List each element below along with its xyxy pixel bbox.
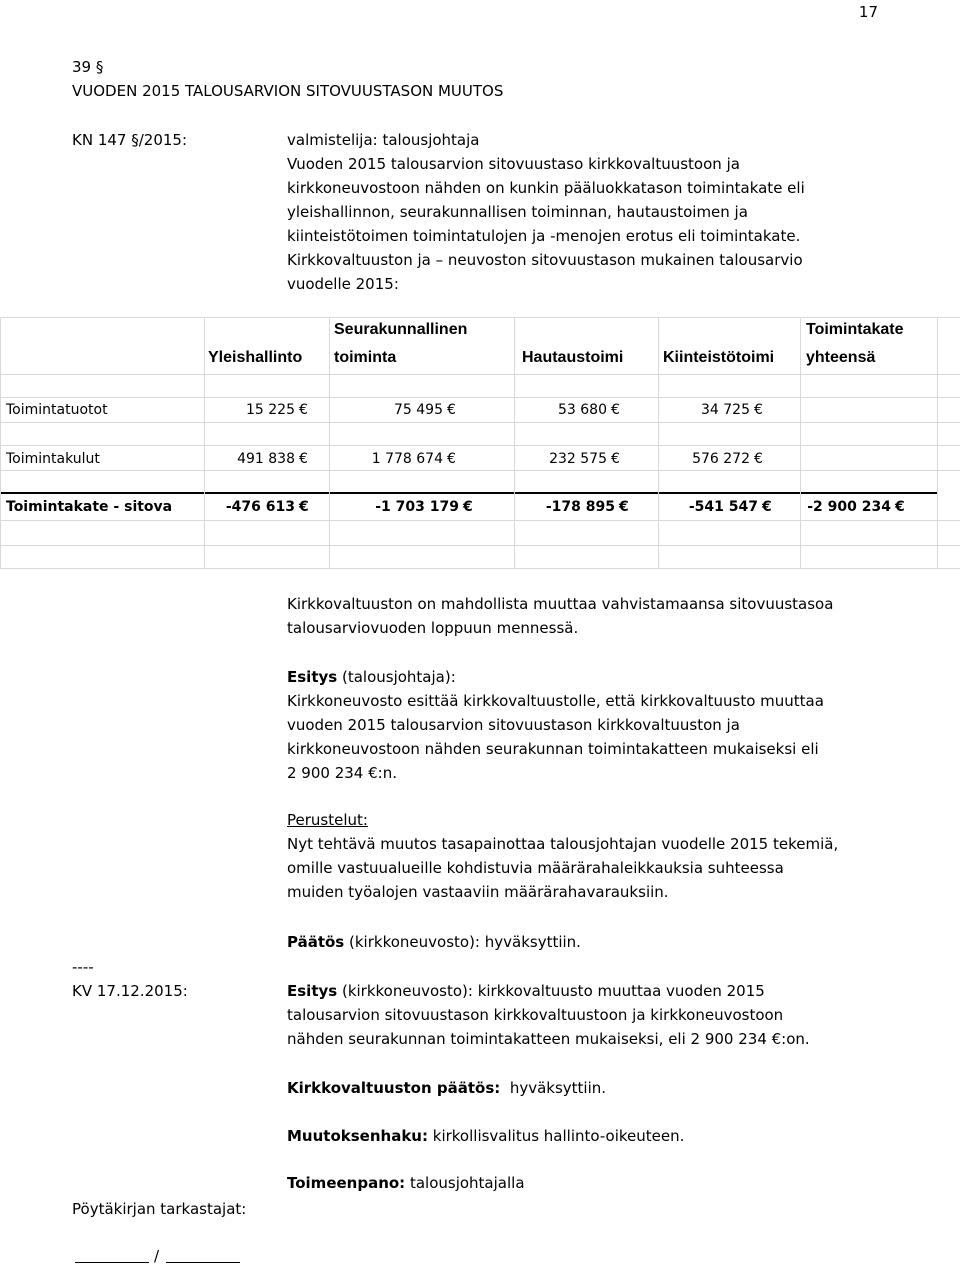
header-toimintakate-1: Toimintakate	[806, 321, 904, 338]
section-title: VUODEN 2015 TALOUSARVION SITOVUUSTASON MUUTOS	[72, 82, 504, 100]
signature-line-right	[166, 1262, 240, 1263]
esitys-kn-first-line	[287, 979, 810, 1003]
header-seurakunnallinen-2: toiminta	[334, 349, 397, 366]
perustelut-section	[287, 808, 838, 904]
kv-paatos-label: Kirkkovaltuuston päätös:	[287, 1079, 501, 1097]
intro-line: kirkkoneuvostoon nähden on kunkin pääluokkatason toimintakate eli	[287, 179, 805, 197]
cell-value: -178 895	[545, 499, 615, 515]
cell-value: 15 225	[246, 402, 295, 418]
perustelut-label: Perustelut:	[287, 811, 368, 829]
page-number: 17	[858, 3, 878, 21]
after-table-paragraph	[287, 592, 833, 640]
separator-dashes: ----	[72, 958, 94, 976]
euro-symbol: €	[463, 499, 473, 515]
kirkkovaltuuston-paatos	[287, 1076, 606, 1100]
intro-line: vuodelle 2015:	[287, 275, 399, 293]
euro-symbol: €	[754, 451, 763, 467]
paatos-rest: (kirkkoneuvosto): hyväksyttiin.	[344, 933, 581, 951]
cell-value: 34 725	[701, 402, 750, 418]
euro-symbol: €	[754, 402, 763, 418]
muutoksenhaku	[287, 1124, 684, 1148]
cell-value: 232 575	[549, 451, 607, 467]
signature-slash: /	[154, 1247, 160, 1265]
esitys-kn-label: Esitys	[287, 982, 338, 1000]
muutoksenhaku-label: Muutoksenhaku:	[287, 1127, 428, 1145]
intro-line: Vuoden 2015 talousarvion sitovuustaso kirkkovaltuustoon ja	[287, 155, 740, 173]
esitys-heading	[287, 665, 824, 689]
euro-symbol: €	[299, 402, 308, 418]
row-label-toimintatuotot: Toimintatuotot	[6, 402, 108, 418]
cell-value: -541 547	[688, 499, 758, 515]
kn-label: KN 147 §/2015:	[72, 131, 188, 149]
row-label-toimintakulut: Toimintakulut	[6, 451, 100, 467]
cell-value: 1 778 674	[371, 451, 443, 467]
section-number: 39 §	[72, 58, 104, 76]
header-seurakunnallinen-1: Seurakunnallinen	[334, 321, 468, 338]
kv-label: KV 17.12.2015:	[72, 982, 188, 1000]
cell-value: -476 613	[225, 499, 295, 515]
esitys-line: vuoden 2015 talousarvion sitovuustason kirkkovaltuuston ja	[287, 716, 740, 734]
toimeenpano	[287, 1171, 525, 1195]
euro-symbol: €	[611, 451, 620, 467]
euro-symbol: €	[299, 451, 308, 467]
esitys-line: Kirkkoneuvosto esittää kirkkovaltuustolle, että kirkkovaltuusto muuttaa	[287, 692, 824, 710]
esitys-kn-first-rest: (kirkkoneuvosto): kirkkovaltuusto muuttaa vuoden 2015	[337, 982, 765, 1000]
intro-line: valmistelija: talousjohtaja	[287, 131, 480, 149]
intro-paragraph	[287, 128, 805, 296]
header-toimintakate-2: yhteensä	[806, 349, 876, 366]
paatos-kirkkoneuvosto	[287, 930, 581, 954]
header-yleishallinto: Yleishallinto	[208, 349, 303, 366]
kv-paatos-rest: hyväksyttiin.	[500, 1079, 607, 1097]
tarkastajat-label: Pöytäkirjan tarkastajat:	[72, 1200, 247, 1218]
esitys-line: kirkkoneuvostoon nähden seurakunnan toimintakatteen mukaiseksi eli	[287, 740, 819, 758]
cell-value: 491 838	[237, 451, 295, 467]
cell-value: 53 680	[558, 402, 607, 418]
header-kiinteistotoimi: Kiinteistötoimi	[663, 349, 775, 366]
intro-line: yleishallinnon, seurakunnallisen toiminnan, hautaustoimen ja	[287, 203, 748, 221]
esitys-label: Esitys	[287, 668, 338, 686]
perustelut-line: omille vastuualueille kohdistuvia määrärahaleikkauksia suhteessa	[287, 859, 784, 877]
euro-symbol: €	[895, 499, 905, 515]
esitys-kirkkoneuvosto-section	[287, 979, 810, 1051]
muutoksenhaku-rest: kirkollisvalitus hallinto-oikeuteen.	[427, 1127, 685, 1145]
paragraph-line: talousarviovuoden loppuun mennessä.	[287, 619, 579, 637]
cell-value: 75 495	[394, 402, 443, 418]
cell-value: -1 703 179	[375, 499, 459, 515]
euro-symbol: €	[762, 499, 772, 515]
perustelut-line: muiden työalojen vastaaviin määrärahavarauksiin.	[287, 883, 669, 901]
header-hautaustoimi: Hautaustoimi	[522, 349, 624, 366]
esitys-section	[287, 665, 824, 785]
signature-line-left	[75, 1262, 149, 1263]
esitys-kn-line: nähden seurakunnan toimintakatteen mukaiseksi, eli 2 900 234 €:on.	[287, 1030, 810, 1048]
esitys-line: 2 900 234 €:n.	[287, 764, 397, 782]
esitys-label-rest: (talousjohtaja):	[337, 668, 456, 686]
paragraph-line: Kirkkovaltuuston on mahdollista muuttaa vahvistamaansa sitovuustasoa	[287, 595, 834, 613]
euro-symbol: €	[619, 499, 629, 515]
euro-symbol: €	[447, 451, 456, 467]
toimeenpano-label: Toimeenpano:	[287, 1174, 406, 1192]
row-label-toimintakate-sitova: Toimintakate - sitova	[6, 499, 173, 515]
toimeenpano-rest: talousjohtajalla	[405, 1174, 525, 1192]
cell-value: -2 900 234	[807, 499, 891, 515]
euro-symbol: €	[611, 402, 620, 418]
euro-symbol: €	[299, 499, 309, 515]
intro-line: kiinteistötoimen toimintatulojen ja -menojen erotus eli toimintakate.	[287, 227, 801, 245]
esitys-kn-line: talousarvion sitovuustason kirkkovaltuustoon ja kirkkoneuvostoon	[287, 1006, 784, 1024]
euro-symbol: €	[447, 402, 456, 418]
intro-line: Kirkkovaltuuston ja – neuvoston sitovuustason mukainen talousarvio	[287, 251, 803, 269]
perustelut-line: Nyt tehtävä muutos tasapainottaa talousjohtajan vuodelle 2015 tekemiä,	[287, 835, 839, 853]
paatos-label: Päätös	[287, 933, 345, 951]
cell-value: 576 272	[692, 451, 750, 467]
